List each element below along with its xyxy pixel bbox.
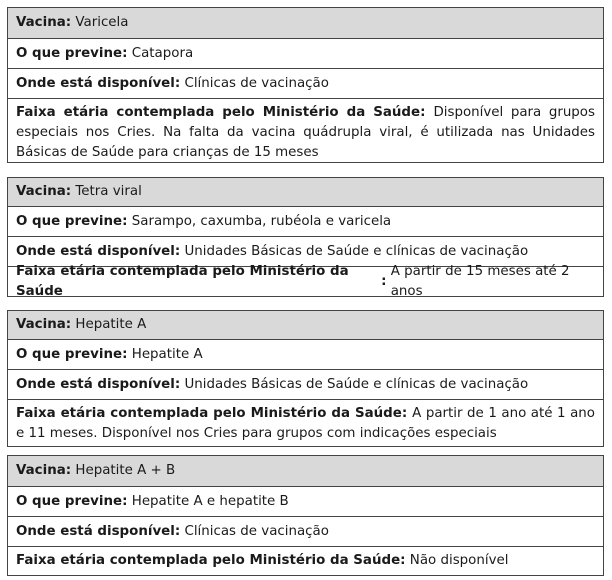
availability-row: Onde está disponível : Clínicas de vacinação bbox=[8, 68, 603, 98]
vaccine-name-row: Vacina : Tetra viral bbox=[8, 178, 603, 206]
age-range-label: Faixa etária contemplada pelo Ministério da Saúde bbox=[16, 105, 421, 120]
availability-label: Onde está disponível bbox=[16, 243, 175, 259]
vaccine-label: Vacina bbox=[16, 317, 66, 332]
age-range-label: Faixa etária contemplada pelo Ministério da Saúde bbox=[16, 263, 349, 299]
vaccine-card-varicela bbox=[7, 7, 604, 163]
prevents-row: O que previne : Sarampo, caxumba, rubéola e varicela bbox=[8, 206, 603, 236]
vaccine-name-row: Vacina : Hepatite A + B bbox=[8, 456, 603, 486]
prevents-label: O que previne bbox=[16, 346, 123, 362]
availability-value: Unidades Básicas de Saúde e clínicas de vacinação bbox=[184, 376, 529, 392]
availability-value: Clínicas de vacinação bbox=[184, 75, 329, 91]
vaccine-name: Varicela bbox=[75, 15, 129, 30]
age-range-value: Não disponível bbox=[409, 553, 509, 568]
prevents-label: O que previne bbox=[16, 493, 123, 509]
age-range-row: Faixa etária contemplada pelo Ministério da Saúde: A partir de 1 ano até 1 ano e 11 meses. Disponível nos Cries para grupos com indicações especiais bbox=[8, 399, 603, 446]
prevents-label: O que previne bbox=[16, 45, 123, 61]
vaccine-card-hepatite-a-b bbox=[7, 455, 604, 576]
availability-label: Onde está disponível bbox=[16, 75, 175, 91]
availability-row: Onde está disponível : Unidades Básicas de Saúde e clínicas de vacinação bbox=[8, 236, 603, 266]
age-range-row: Faixa etária contemplada pelo Ministério da Saúde : Não disponível bbox=[8, 546, 603, 575]
prevents-value: Hepatite A e hepatite B bbox=[131, 493, 289, 509]
prevents-label: O que previne bbox=[16, 213, 123, 229]
prevents-row: O que previne : Hepatite A e hepatite B bbox=[8, 486, 603, 516]
availability-label: Onde está disponível bbox=[16, 523, 175, 539]
vaccine-label: Vacina bbox=[16, 463, 66, 478]
vaccine-name: Hepatite A bbox=[75, 317, 147, 332]
prevents-value: Sarampo, caxumba, rubéola e varicela bbox=[131, 213, 392, 229]
availability-value: Clínicas de vacinação bbox=[184, 523, 329, 539]
prevents-row: O que previne : Catapora bbox=[8, 38, 603, 68]
vaccine-name: Hepatite A + B bbox=[75, 463, 176, 478]
vaccine-label: Vacina bbox=[16, 15, 66, 30]
vaccine-name: Tetra viral bbox=[75, 184, 142, 199]
availability-row: Onde está disponível : Clínicas de vacinação bbox=[8, 516, 603, 546]
prevents-value: Hepatite A bbox=[131, 346, 203, 362]
age-range-label: Faixa etária contemplada pelo Ministério da Saúde bbox=[16, 553, 401, 568]
age-range-value: A partir de 1 ano até 1 ano e 11 meses. Disponível nos Cries para grupos com indicações especiais bbox=[16, 406, 595, 441]
vaccine-label: Vacina bbox=[16, 184, 66, 199]
vaccine-name-row: Vacina : Varicela bbox=[8, 8, 603, 38]
prevents-row: O que previne : Hepatite A bbox=[8, 339, 603, 369]
age-range-row: Faixa etária contemplada pelo Ministério da Saúde: Disponível para grupos especiais nos Cries. Na falta da vacina quádrupla viral, é utilizada nas Unidades Básicas de Saúde para crianças de 15 meses bbox=[8, 98, 603, 162]
age-range-value: A partir de 15 meses até 2 anos bbox=[390, 263, 570, 299]
prevents-value: Catapora bbox=[131, 45, 194, 61]
vaccine-card-tetra-viral bbox=[7, 177, 604, 297]
age-range-value: Disponível para grupos especiais nos Cries. Na falta da vacina quádrupla viral, é utilizada nas Unidades Básicas de Saúde para crianças de 15 meses bbox=[16, 105, 595, 160]
availability-row: Onde está disponível : Unidades Básicas de Saúde e clínicas de vacinação bbox=[8, 369, 603, 399]
vaccine-card-hepatite-a bbox=[7, 310, 604, 447]
age-range-row: Faixa etária contemplada pelo Ministério da Saúde : A partir de 15 meses até 2 anos bbox=[8, 266, 603, 296]
availability-label: Onde está disponível bbox=[16, 376, 175, 392]
vaccine-name-row: Vacina : Hepatite A bbox=[8, 311, 603, 339]
age-range-label: Faixa etária contemplada pelo Ministério da Saúde bbox=[16, 406, 402, 421]
availability-value: Unidades Básicas de Saúde e clínicas de vacinação bbox=[184, 243, 529, 259]
